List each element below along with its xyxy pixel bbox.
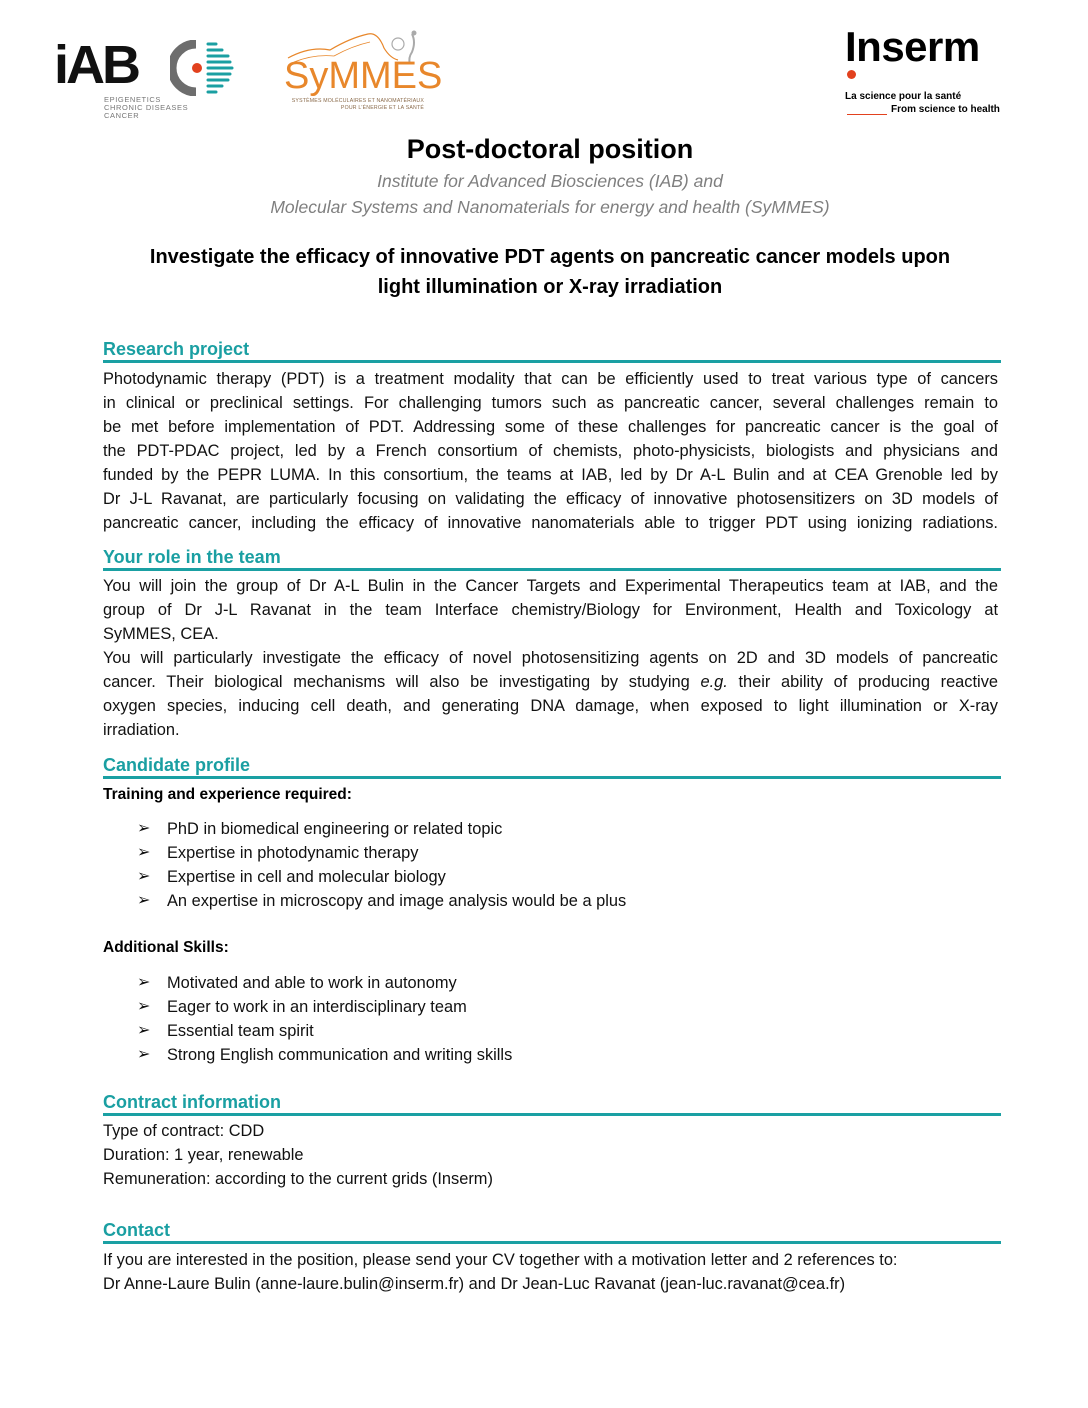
email-link-ravanat[interactable]: jean-luc.ravanat@cea.fr <box>665 1275 840 1293</box>
page-title: Post-doctoral position <box>406 134 694 164</box>
list-item: ➢ An expertise in microscopy and image analysis would be a plus <box>137 889 626 913</box>
arrow-bullet-icon: ➢ <box>137 868 151 885</box>
list-item: ➢ Expertise in cell and molecular biology <box>137 865 626 889</box>
research-paragraph: Photodynamic therapy (PDT) is a treatment modality that can be efficiently used to treat various type of cancers in clinical or preclinical settings. For challenging tumors such as pancreatic cancer, several challenges remain to be met before implementation of PDT. Addressing some of these challenges for pancreatic cancer is the goal of the PDT-PDAC project, led by a French consortium of chemists, photo-physicists, biologists and physicians and funded by the PEPR LUMA. In this consortium, the teams at IAB, led by Dr A-L Bulin and at CEA Grenoble led by Dr J-L Ravanat, are particularly focusing on validating the efficacy of innovative photosensitizers on 3D models of pancreatic cancer, including the efficacy of innovative nanomaterials able to trigger PDT using ionizing radiations. <box>103 370 998 532</box>
iab-subtitle: EPIGENETICS CHRONIC DISEASES CANCER <box>104 95 189 120</box>
iab-helix-icon <box>170 40 234 96</box>
symmes-subtitle: SYSTÈMES MOLÉCULAIRES ET NANOMATÉRIAUX POUR L'ÉNERGIE ET LA SANTÉ <box>291 98 424 111</box>
iab-wordmark: iAB <box>54 35 138 95</box>
list-item: ➢ Eager to work in an interdisciplinary team <box>137 995 512 1019</box>
contract-type: Type of contract: CDD <box>103 1122 265 1140</box>
contract-duration: Duration: 1 year, renewable <box>103 1146 304 1164</box>
inserm-wordmark: Inserm <box>845 23 980 70</box>
arrow-bullet-icon: ➢ <box>137 820 151 837</box>
inserm-tagline-rule <box>847 114 887 115</box>
skills-list <box>137 971 512 1067</box>
arrow-bullet-icon: ➢ <box>137 1046 151 1063</box>
list-item: ➢ Essential team spirit <box>137 1019 512 1043</box>
institute-subtitle-line1: Institute for Advanced Biosciences (IAB) and <box>377 171 723 191</box>
section-heading-profile: Candidate profile <box>103 753 1001 779</box>
symmes-logo <box>280 28 443 120</box>
inserm-logo <box>845 23 1010 118</box>
list-item: ➢ PhD in biomedical engineering or related topic <box>137 817 626 841</box>
inserm-dot-icon <box>847 70 856 79</box>
contact-instructions: If you are interested in the position, please send your CV together with a motivation letter and 2 references to: <box>103 1251 898 1269</box>
skills-heading: Additional Skills: <box>103 939 229 956</box>
arrow-bullet-icon: ➢ <box>137 974 151 991</box>
email-link-bulin[interactable]: anne-laure.bulin@inserm.fr <box>260 1275 459 1293</box>
institute-subtitle-line2: Molecular Systems and Nanomaterials for energy and health (SyMMES) <box>270 197 830 217</box>
contact-people: Dr Anne-Laure Bulin (anne-laure.bulin@inserm.fr) and Dr Jean-Luc Ravanat (jean-luc.ravanat@cea.fr) <box>103 1275 846 1293</box>
inserm-tagline-fr: La science pour la santé <box>845 91 962 102</box>
project-title: Investigate the efficacy of innovative PDT agents on pancreatic cancer models upon light illumination or X-ray irradiation <box>149 246 951 298</box>
arrow-bullet-icon: ➢ <box>137 892 151 909</box>
list-item: ➢ Expertise in photodynamic therapy <box>137 841 626 865</box>
role-paragraph-1: You will join the group of Dr A-L Bulin in the Cancer Targets and Experimental Therapeutics team at IAB, and the group of Dr J-L Ravanat in the team Interface chemistry/Biology for Environment, Health and Toxicology at SyMMES, CEA. <box>103 577 998 643</box>
list-item: ➢ Motivated and able to work in autonomy <box>137 971 512 995</box>
arrow-bullet-icon: ➢ <box>137 1022 151 1039</box>
section-heading-research: Research project <box>103 337 1001 363</box>
contract-remuneration: Remuneration: according to the current grids (Inserm) <box>103 1170 493 1188</box>
arrow-bullet-icon: ➢ <box>137 998 151 1015</box>
section-heading-contract: Contract information <box>103 1090 1001 1116</box>
inserm-tagline-en: From science to health <box>891 104 1000 115</box>
section-heading-role: Your role in the team <box>103 545 1001 571</box>
training-list <box>137 817 626 913</box>
list-item: ➢ Strong English communication and writing skills <box>137 1043 512 1067</box>
arrow-bullet-icon: ➢ <box>137 844 151 861</box>
iab-logo <box>54 35 234 122</box>
training-heading: Training and experience required: <box>103 786 352 803</box>
section-heading-contact: Contact <box>103 1218 1001 1244</box>
symmes-wordmark: SyMMES <box>284 55 443 97</box>
role-paragraph-2: You will particularly investigate the efficacy of novel photosensitizing agents on 2D and 3D models of pancreatic cancer. Their biological mechanisms will also be investigating by studying e.g. their ability of producing reactive oxygen species, inducing cell death, and generating DNA damage, when exposed to light illumination or X-ray irradiation. <box>103 649 998 739</box>
